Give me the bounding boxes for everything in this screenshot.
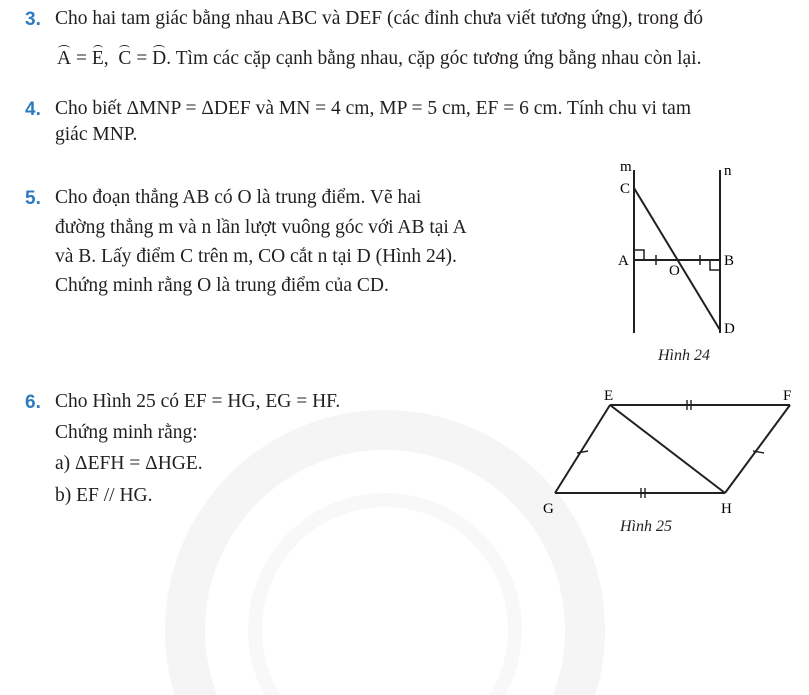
label-c: C bbox=[620, 181, 631, 197]
exercise-3-number: 3. bbox=[25, 9, 41, 30]
equals-1: = bbox=[71, 48, 92, 69]
angle-d: D bbox=[152, 48, 167, 69]
exercise-4-line-1: Cho biết ΔMNP = ΔDEF và MN = 4 cm, MP = 5 cm, EF = 6 cm. Tính chu vi tam bbox=[55, 98, 691, 119]
exercise-5-line-3: và B. Lấy điểm C trên m, CO cắt n tại D (Hình 24). bbox=[55, 246, 457, 267]
comma: , bbox=[103, 48, 119, 69]
exercise-5-line-4: Chứng minh rằng O là trung điểm của CD. bbox=[55, 275, 389, 296]
exercise-3-line-2 bbox=[57, 48, 701, 70]
angle-e: E bbox=[91, 48, 104, 69]
exercise-6-line-2: Chứng minh rằng: bbox=[55, 422, 198, 443]
figure-24-caption: Hình 24 bbox=[658, 347, 710, 364]
exercise-6-number: 6. bbox=[25, 392, 41, 413]
figure-25 bbox=[540, 385, 805, 520]
label-g: G bbox=[543, 501, 554, 517]
angle-a: A bbox=[57, 48, 72, 69]
equals-2: = bbox=[131, 48, 153, 69]
label-e: E bbox=[604, 388, 614, 404]
exercise-6-line-1: Cho Hình 25 có EF = HG, EG = HF. bbox=[55, 391, 341, 412]
label-n: n bbox=[724, 163, 732, 179]
exercise-6-line-3: a) ΔEFH = ΔHGE. bbox=[55, 453, 203, 474]
exercise-5-number: 5. bbox=[25, 188, 41, 209]
exercise-3-line-1: Cho hai tam giác bằng nhau ABC và DEF (các đỉnh chưa viết tương ứng), trong đó bbox=[55, 8, 704, 29]
angle-c: C bbox=[118, 48, 132, 69]
label-o: O bbox=[669, 263, 680, 279]
exercise-5-line-2: đường thẳng m và n lần lượt vuông góc với AB tại A bbox=[55, 217, 467, 238]
label-m: m bbox=[620, 159, 632, 175]
label-f: F bbox=[783, 388, 792, 404]
exercise-4-number: 4. bbox=[25, 99, 41, 120]
label-b: B bbox=[724, 253, 735, 269]
label-d: D bbox=[724, 321, 735, 337]
figure-24 bbox=[600, 155, 760, 370]
exercise-3-line-2-rest: . Tìm các cặp cạnh bằng nhau, cặp góc tương ứng bằng nhau còn lại. bbox=[166, 48, 702, 69]
label-h: H bbox=[721, 501, 732, 517]
exercise-6-line-4: b) EF // HG. bbox=[55, 485, 153, 506]
label-a: A bbox=[618, 253, 629, 269]
exercise-5-line-1: Cho đoạn thẳng AB có O là trung điểm. Vẽ hai bbox=[55, 187, 422, 208]
figure-25-caption: Hình 25 bbox=[620, 518, 672, 535]
exercise-4-line-2: giác MNP. bbox=[55, 124, 138, 145]
